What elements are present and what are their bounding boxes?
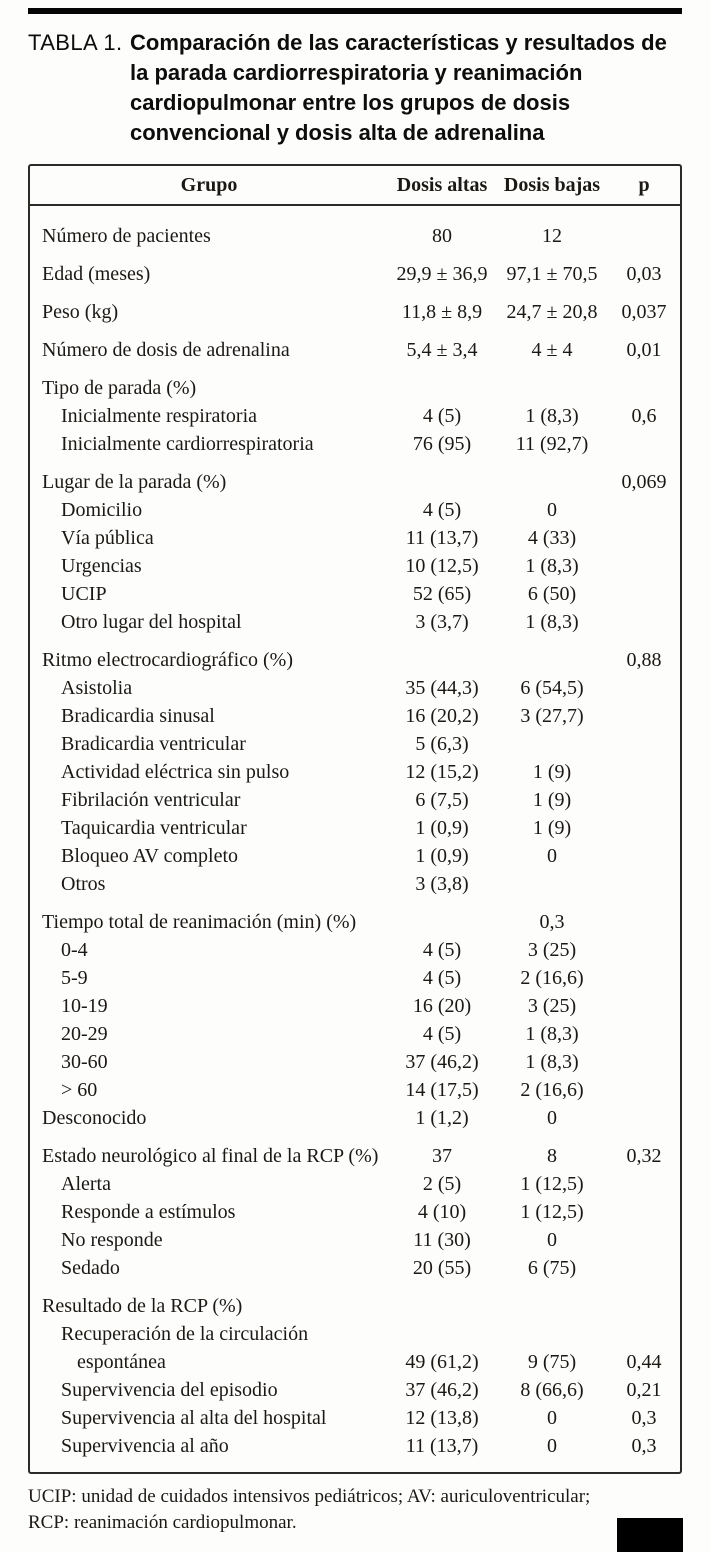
cell-p: 0,037	[621, 301, 667, 323]
table-caption-text: Comparación de las características y resultados de la parada cardiorrespiratoria y reanimación cardiopulmonar entre los grupos de dosis convencional y dosis alta de adrenalina	[130, 30, 667, 145]
row-label: Urgencias	[61, 555, 142, 577]
cell-dosis-bajas: 6 (54,5)	[520, 677, 584, 699]
cell-dosis-bajas: 11 (92,7)	[515, 433, 589, 455]
cell-dosis-altas: 11 (30)	[413, 1229, 471, 1251]
table-row	[30, 842, 680, 870]
row-label: Recuperación de la circulación	[61, 1323, 309, 1345]
top-rule	[28, 8, 682, 14]
row-label: Tipo de parada (%)	[42, 377, 197, 399]
cell-p: 0,01	[626, 339, 662, 361]
cell-dosis-bajas: 6 (75)	[527, 1257, 577, 1279]
cell-dosis-altas: 37 (46,2)	[405, 1379, 479, 1401]
cell-dosis-altas: 16 (20,2)	[405, 705, 479, 727]
cell-dosis-bajas: 9 (75)	[527, 1351, 577, 1373]
cell-dosis-bajas: 24,7 ± 20,8	[506, 301, 598, 323]
table-row	[30, 870, 680, 898]
row-label: Supervivencia al alta del hospital	[61, 1407, 327, 1429]
table-row	[30, 814, 680, 842]
row-label: 20-29	[61, 1023, 108, 1045]
row-label: Responde a estímulos	[61, 1201, 236, 1223]
row-label: Estado neurológico al final de la RCP (%)	[42, 1145, 379, 1167]
cell-dosis-bajas: 8	[547, 1145, 557, 1167]
cell-dosis-bajas: 8 (66,6)	[520, 1379, 584, 1401]
header-dosis-bajas: Dosis bajas	[503, 174, 601, 196]
row-label: No responde	[61, 1229, 163, 1251]
table-row	[30, 496, 680, 524]
table-row	[30, 1142, 680, 1170]
table-row	[30, 1048, 680, 1076]
row-label: 5-9	[61, 967, 88, 989]
cell-dosis-altas: 29,9 ± 36,9	[396, 263, 488, 285]
cell-dosis-bajas: 1 (8,3)	[525, 1023, 579, 1045]
table-row	[30, 468, 680, 496]
table-row	[30, 430, 680, 458]
cell-dosis-bajas: 1 (9)	[532, 817, 572, 839]
table-row	[30, 674, 680, 702]
row-label: Número de pacientes	[42, 225, 211, 247]
table-row	[30, 1320, 680, 1348]
footnote-line-1: UCIP: unidad de cuidados intensivos pediátricos; AV: auriculoventricular;	[28, 1486, 591, 1507]
cell-dosis-bajas: 0	[547, 1407, 557, 1429]
row-label: > 60	[61, 1079, 98, 1101]
table-row	[30, 1198, 680, 1226]
cell-dosis-bajas: 1 (12,5)	[520, 1201, 584, 1223]
cell-dosis-bajas: 0	[547, 1435, 557, 1457]
table-row	[30, 222, 680, 250]
cell-dosis-altas: 76 (95)	[412, 433, 472, 455]
cell-dosis-altas: 37 (46,2)	[405, 1051, 479, 1073]
table-row	[30, 702, 680, 730]
table-row	[30, 336, 680, 364]
cell-p: 0,3	[631, 1435, 657, 1457]
row-label: Bloqueo AV completo	[61, 845, 239, 867]
table-row	[30, 1404, 680, 1432]
cell-dosis-bajas: 0	[547, 1229, 557, 1251]
cell-dosis-altas: 2 (5)	[422, 1173, 462, 1195]
row-label: Actividad eléctrica sin pulso	[61, 761, 290, 783]
row-label: Resultado de la RCP (%)	[42, 1295, 243, 1317]
cell-p: 0,069	[621, 471, 667, 493]
row-label: 10-19	[61, 995, 108, 1017]
cell-p: 0,88	[626, 649, 662, 671]
cell-dosis-altas: 11 (13,7)	[405, 1435, 479, 1457]
cell-dosis-altas: 10 (12,5)	[405, 555, 479, 577]
cell-dosis-bajas: 6 (50)	[527, 583, 577, 605]
table-header-row	[30, 166, 680, 206]
cell-dosis-altas: 4 (5)	[422, 405, 462, 427]
cell-dosis-altas: 4 (5)	[422, 967, 462, 989]
cell-dosis-altas: 1 (0,9)	[415, 845, 469, 867]
cell-dosis-bajas: 1 (8,3)	[525, 611, 579, 633]
table-row	[30, 552, 680, 580]
row-label: Supervivencia del episodio	[61, 1379, 278, 1401]
cell-dosis-altas: 12 (15,2)	[405, 761, 479, 783]
cell-p: 0,03	[626, 263, 662, 285]
table-row	[30, 608, 680, 636]
cell-dosis-altas: 4 (5)	[422, 939, 462, 961]
row-label: Sedado	[61, 1257, 120, 1279]
cell-dosis-bajas: 3 (25)	[527, 939, 577, 961]
cell-dosis-altas: 12 (13,8)	[405, 1407, 479, 1429]
cell-p: 0,6	[631, 405, 657, 427]
table-row	[30, 1432, 680, 1460]
cell-dosis-altas: 11 (13,7)	[405, 527, 479, 549]
table-row	[30, 580, 680, 608]
table-body	[30, 206, 680, 1472]
row-label: Domicilio	[61, 499, 143, 521]
header-dosis-altas: Dosis altas	[396, 174, 488, 196]
table-row	[30, 786, 680, 814]
row-label: Inicialmente respiratoria	[61, 405, 258, 427]
table-row	[30, 646, 680, 674]
table-row	[30, 936, 680, 964]
cell-dosis-bajas: 0	[547, 1107, 557, 1129]
table-row	[30, 1104, 680, 1132]
header-grupo: Grupo	[180, 174, 238, 196]
cell-dosis-bajas: 12	[542, 225, 562, 247]
cell-dosis-bajas: 0	[547, 845, 557, 867]
cell-dosis-altas: 37	[432, 1145, 452, 1167]
row-label: Bradicardia sinusal	[61, 705, 215, 727]
table-row	[30, 402, 680, 430]
cell-dosis-bajas: 1 (8,3)	[525, 1051, 579, 1073]
cell-dosis-altas: 11,8 ± 8,9	[401, 301, 483, 323]
header-p: p	[638, 174, 650, 196]
cell-dosis-altas: 3 (3,7)	[415, 611, 469, 633]
row-label: espontánea	[77, 1351, 166, 1373]
cell-dosis-altas: 52 (65)	[412, 583, 472, 605]
row-label: Ritmo electrocardiográfico (%)	[42, 649, 293, 671]
row-label: Vía pública	[61, 527, 154, 549]
row-label: Otros	[61, 873, 106, 895]
footnote	[28, 1484, 682, 1536]
table-row	[30, 1076, 680, 1104]
table-caption-label: TABLA 1.	[28, 30, 123, 55]
row-label: Lugar de la parada (%)	[42, 471, 227, 493]
table-caption	[28, 28, 682, 148]
cell-dosis-bajas: 0,3	[539, 911, 565, 933]
table-row	[30, 964, 680, 992]
table-row	[30, 758, 680, 786]
row-label: Alerta	[61, 1173, 111, 1195]
cell-dosis-altas: 49 (61,2)	[405, 1351, 479, 1373]
cell-dosis-bajas: 97,1 ± 70,5	[506, 263, 598, 285]
cell-dosis-altas: 5 (6,3)	[415, 733, 469, 755]
cell-dosis-bajas: 0	[547, 499, 557, 521]
table-row	[30, 374, 680, 402]
table-row	[30, 1170, 680, 1198]
page-corner-box	[617, 1518, 683, 1552]
table-row	[30, 908, 680, 936]
cell-dosis-bajas: 1 (8,3)	[525, 555, 579, 577]
cell-dosis-altas: 1 (1,2)	[415, 1107, 469, 1129]
row-label: UCIP	[61, 583, 107, 605]
table-row	[30, 260, 680, 288]
row-label: Bradicardia ventricular	[61, 733, 246, 755]
row-label: Inicialmente cardiorrespiratoria	[61, 433, 314, 455]
row-label: Fibrilación ventricular	[61, 789, 241, 811]
table-row	[30, 992, 680, 1020]
row-label: Edad (meses)	[42, 263, 151, 285]
table-row	[30, 1254, 680, 1282]
table-row	[30, 1226, 680, 1254]
cell-dosis-bajas: 4 ± 4	[531, 339, 573, 361]
cell-dosis-altas: 80	[432, 225, 452, 247]
cell-dosis-bajas: 2 (16,6)	[520, 1079, 584, 1101]
cell-dosis-altas: 6 (7,5)	[415, 789, 469, 811]
data-table	[28, 164, 682, 1474]
cell-dosis-altas: 20 (55)	[412, 1257, 472, 1279]
cell-dosis-bajas: 1 (12,5)	[520, 1173, 584, 1195]
cell-dosis-bajas: 1 (8,3)	[525, 405, 579, 427]
row-label: Desconocido	[42, 1107, 147, 1129]
row-label: Peso (kg)	[42, 301, 119, 323]
cell-dosis-bajas: 3 (27,7)	[520, 705, 584, 727]
table-row	[30, 524, 680, 552]
cell-dosis-altas: 4 (5)	[422, 499, 462, 521]
row-label: Supervivencia al año	[61, 1435, 229, 1457]
cell-p: 0,32	[626, 1145, 662, 1167]
cell-dosis-altas: 4 (5)	[422, 1023, 462, 1045]
row-label: 30-60	[61, 1051, 108, 1073]
cell-dosis-altas: 3 (3,8)	[415, 873, 469, 895]
table-row	[30, 1348, 680, 1376]
cell-dosis-altas: 14 (17,5)	[405, 1079, 479, 1101]
table-row	[30, 730, 680, 758]
cell-dosis-altas: 5,4 ± 3,4	[406, 339, 478, 361]
cell-dosis-bajas: 4 (33)	[527, 527, 577, 549]
cell-dosis-bajas: 1 (9)	[532, 761, 572, 783]
cell-dosis-altas: 4 (10)	[417, 1201, 467, 1223]
row-label: Asistolia	[61, 677, 133, 699]
table-row	[30, 298, 680, 326]
table-row	[30, 1292, 680, 1320]
cell-dosis-altas: 16 (20)	[412, 995, 472, 1017]
table-row	[30, 1376, 680, 1404]
cell-p: 0,44	[626, 1351, 662, 1373]
row-label: Número de dosis de adrenalina	[42, 339, 290, 361]
cell-dosis-bajas: 1 (9)	[532, 789, 572, 811]
row-label: Tiempo total de reanimación (min) (%)	[42, 911, 357, 933]
cell-p: 0,3	[631, 1407, 657, 1429]
cell-dosis-altas: 35 (44,3)	[405, 677, 479, 699]
cell-dosis-bajas: 2 (16,6)	[520, 967, 584, 989]
cell-p: 0,21	[626, 1379, 662, 1401]
cell-dosis-altas: 1 (0,9)	[415, 817, 469, 839]
row-label: 0-4	[61, 939, 88, 961]
table-row	[30, 1020, 680, 1048]
row-label: Otro lugar del hospital	[61, 611, 242, 633]
row-label: Taquicardia ventricular	[61, 817, 247, 839]
footnote-line-2: RCP: reanimación cardiopulmonar.	[28, 1512, 297, 1533]
cell-dosis-bajas: 3 (25)	[527, 995, 577, 1017]
